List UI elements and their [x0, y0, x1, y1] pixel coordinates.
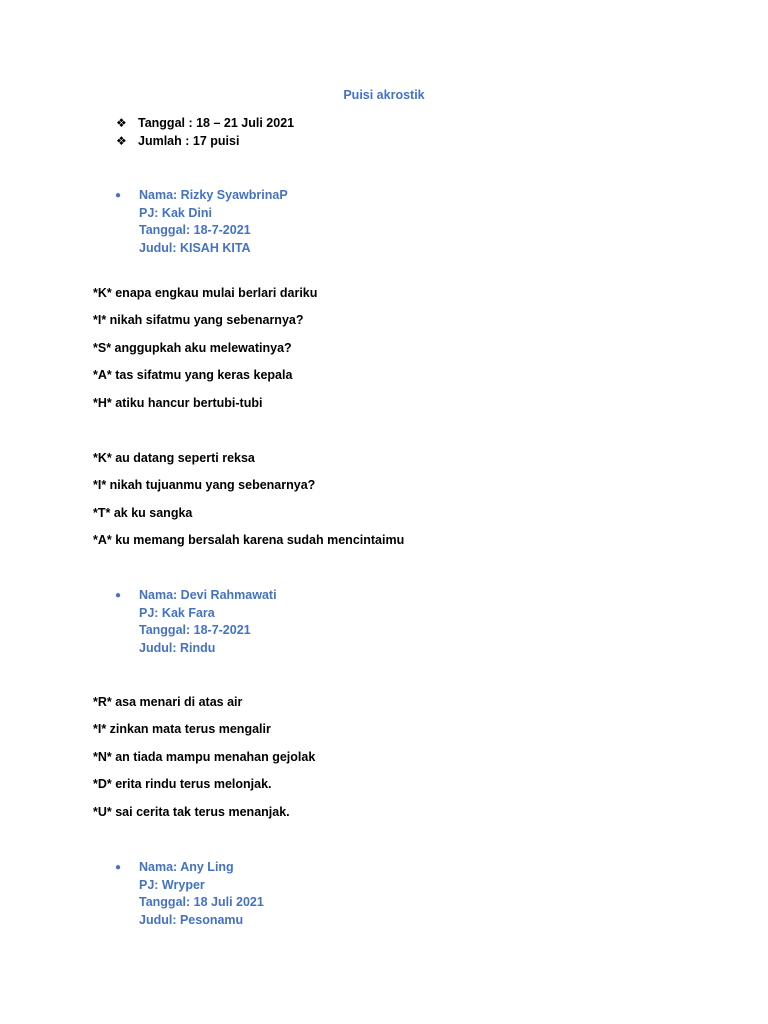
poem-stanza-2-1 [93, 694, 315, 831]
entry-judul: Judul: Rindu [139, 640, 216, 655]
diamond-bullet-icon: ❖ [116, 133, 127, 148]
entry-tanggal: Tanggal: 18-7-2021 [139, 223, 251, 237]
entry-tanggal: Tanggal: 18-7-2021 [139, 623, 251, 637]
poem-line: *R* asa menari di atas air [93, 695, 243, 709]
entry-nama: Nama: Rizky SyawbrinaP [139, 188, 288, 202]
round-bullet-icon: ● [115, 590, 122, 601]
entry-nama: Nama: Devi Rahmawati [139, 588, 277, 602]
poem-stanza-1-1 [93, 285, 317, 422]
meta-list [116, 115, 294, 150]
poem-line: *I* nikah tujuanmu yang sebenarnya? [93, 478, 316, 493]
poem-line: *K* au datang seperti reksa [93, 451, 255, 465]
poem-line: *H* atiku hancur bertubi-tubi [93, 395, 263, 410]
round-bullet-icon: ● [115, 190, 122, 201]
entry-pj: PJ: Kak Dini [139, 205, 212, 220]
poem-line: *N* an tiada mampu menahan gejolak [93, 749, 316, 764]
poem-line: *I* nikah sifatmu yang sebenarnya? [93, 313, 304, 328]
entry-pj: PJ: Kak Fara [139, 605, 215, 620]
poem-line: *A* tas sifatmu yang keras kepala [93, 368, 293, 383]
poem-line: *A* ku memang bersalah karena sudah mencintaimu [93, 533, 405, 548]
entry-nama: Nama: Any Ling [139, 860, 234, 874]
entry-judul: Judul: KISAH KITA [139, 240, 251, 255]
poem-line: *S* anggupkah aku melewatinya? [93, 340, 292, 355]
poem-line: *D* erita rindu terus melonjak. [93, 777, 272, 792]
poem-line: *I* zinkan mata terus mengalir [93, 722, 271, 737]
poem-stanza-1-2 [93, 450, 404, 560]
document-title: Puisi akrostik [343, 88, 425, 102]
meta-item-jumlah [116, 133, 294, 151]
meta-item-label: Jumlah : 17 puisi [138, 133, 240, 148]
entry-judul: Judul: Pesonamu [139, 912, 244, 927]
diamond-bullet-icon: ❖ [116, 116, 127, 130]
poem-line: *K* enapa engkau mulai berlari dariku [93, 286, 318, 300]
entry-tanggal: Tanggal: 18 Juli 2021 [139, 895, 264, 909]
meta-item-tanggal [116, 115, 294, 133]
round-bullet-icon: ● [115, 862, 122, 873]
meta-item-label: Tanggal : 18 – 21 Juli 2021 [138, 116, 295, 130]
entry-pj: PJ: Wryper [139, 877, 205, 892]
poem-line: *T* ak ku sangka [93, 505, 193, 520]
poem-line: *U* sai cerita tak terus menanjak. [93, 804, 290, 819]
